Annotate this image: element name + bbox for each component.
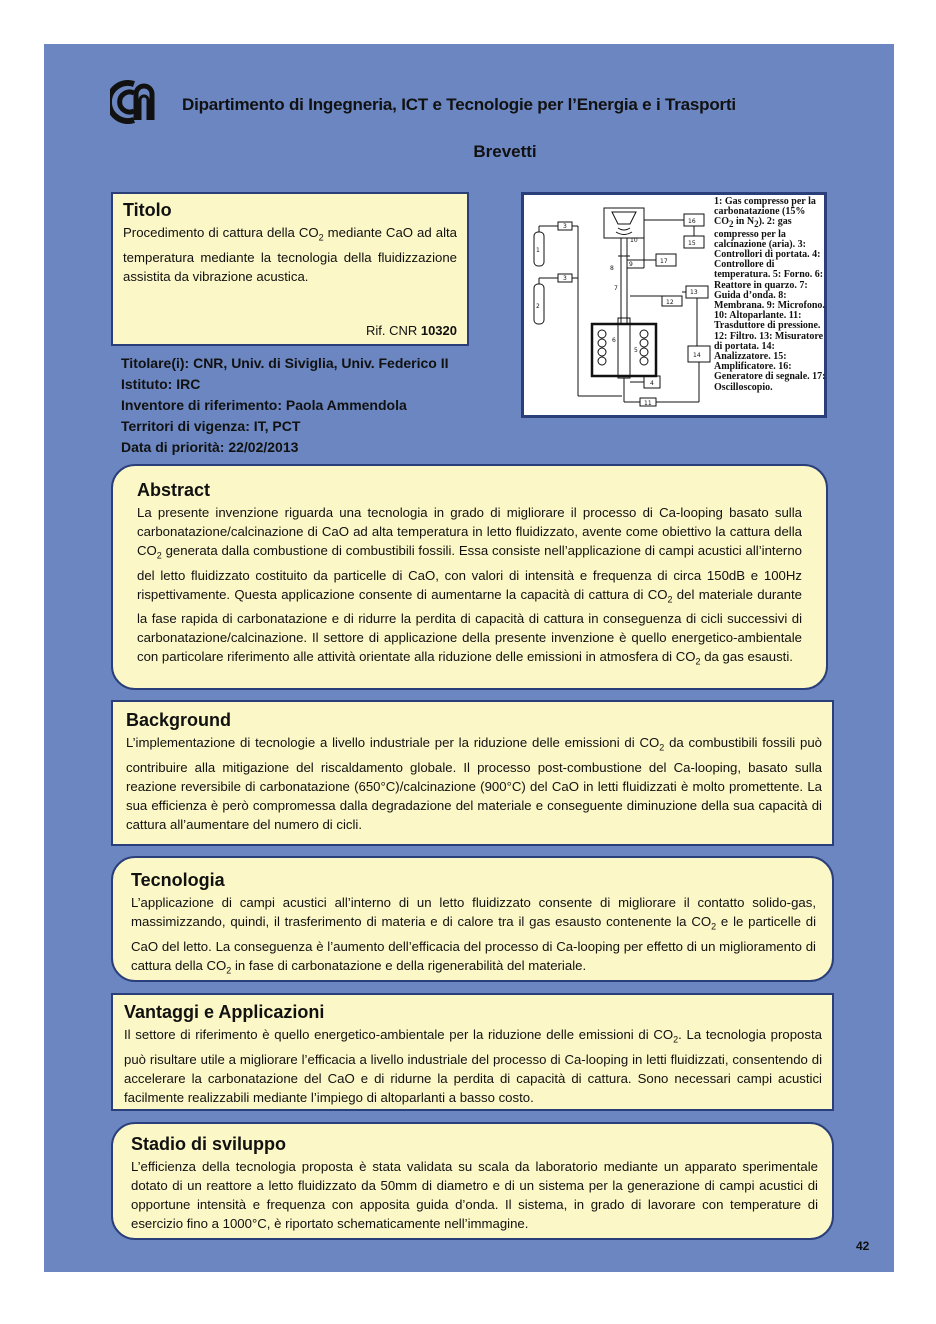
stadio-box (111, 1122, 834, 1240)
meta-institute: Istituto: IRC (121, 376, 201, 392)
svg-text:15: 15 (688, 240, 696, 247)
svg-text:11: 11 (644, 400, 652, 407)
department-title: Dipartimento di Ingegneria, ICT e Tecnologie per l’Energia e i Trasporti (182, 95, 736, 114)
title-text: Procedimento di cattura della $CO_2$ mediante CaO ad alta temperatura mediante la tecnologia della fluidizzazione assistita da vibrazione acustica. (123, 225, 457, 284)
tecnologia-box (111, 856, 834, 982)
svg-text:12: 12 (666, 299, 674, 306)
svg-text:17: 17 (660, 258, 668, 265)
svg-text:6: 6 (612, 337, 616, 344)
section-title: Brevetti (473, 142, 537, 161)
abstract-text: La presente invenzione riguarda una tecnologia in grado di migliorare il processo di Ca-looping basato sulla carbonatazione/calcinazione di CaO ad alta temperatura in letto fluidizzato, avente come obiettivo la cattura della $CO_2$ generata dalla combustione di combustibili fossili. Essa consiste nell’applicazione di campi acustici all’interno del letto fluidizzato costituito da particelle di CaO, con valori di intensità e frequenza di circa 150dB e 100Hz rispettivamente. Questa applicazione consente di aumentarne la capacità di cattura di $CO_2$ del materiale durante la fase rapida di carbonatazione e di ridurre la perdita di capacità di cattura in conseguenza di cicli successivi di carbonatazione/calcinazione. Il settore di applicazione della presente invenzione è quello energetico-ambientale con particolare riferimento alle attività orientate alla riduzione delle emissioni in atmosfera di $CO_2$ da gas esausti. (137, 505, 802, 667)
stadio-heading: Stadio di sviluppo (131, 1134, 287, 1154)
background-text: L’implementazione di tecnologie a livello industriale per la riduzione delle emissioni di $CO_2$ da combustibili fossili può contribuire alla mitigazione del riscaldamento globale. Il processo post-combustione del Ca-looping, basato sulla reazione reversibile di carbonatazione (650°C)/calcinazione (900°C) del CaO in letti fluidizzati è molto promettente. La sua efficienza è però compromessa dalla degradazione del materiale e conseguente diminuzione della sua capacità di cattura all’aumentare del numero di cicli. (126, 735, 822, 832)
svg-text:1: 1 (536, 247, 540, 254)
meta-territories: Territori di vigenza: IT, PCT (121, 418, 301, 434)
meta-priority-date: Data di priorità: 22/02/2013 (121, 439, 299, 455)
page-number: 42 (856, 1239, 870, 1253)
furnace (592, 324, 656, 376)
apparatus-diagram (521, 192, 827, 418)
diagram-legend: 1: Gas compresso per la carbonatazione (15% $CO_2$ in $N_2$). 2: gas compresso per la calcinazione (aria). 3: Controllori di portata. 4: Controllore di temperatura. 5: Forno. 6: Reattore in quarzo. 7: Guida d’onda. 8: Membrana. 9: Microfono. 10: Altoparlante. 11: Trasduttore di pressione. 12: Filtro. 13: Misuratore di portata. 14: Analizzatore. 15: Amplificatore. 16: Generatore di segnale. 17: Oscilloscopio. (714, 196, 826, 393)
cnr-logo-icon (110, 80, 162, 124)
quartz-reactor (618, 318, 630, 378)
apparatus-schematic (526, 196, 716, 416)
vantaggi-text: Il settore di riferimento è quello energetico-ambientale per la riduzione delle emissioni di $CO_2$. La tecnologia proposta può risultare utile a migliorare l’efficacia a livello industriale del processo di Ca-looping in letti fluidizzati, consentendo di accelerare la carbonatazione del CaO e di ridurne la perdita di capacità di cattura. Sono necessari campi acustici facilmente realizzabili mediante l’impiego di altoparlanti a basso costo. (124, 1027, 822, 1105)
vantaggi-heading: Vantaggi e Applicazioni (124, 1002, 325, 1022)
svg-text:3: 3 (563, 223, 567, 230)
svg-text:5: 5 (634, 347, 638, 354)
title-heading: Titolo (123, 200, 172, 220)
abstract-heading: Abstract (137, 480, 211, 500)
diagram-labels (536, 218, 701, 407)
poster-page (44, 44, 894, 1272)
svg-text:7: 7 (614, 285, 618, 292)
abstract-box (111, 464, 828, 690)
vantaggi-box (111, 993, 834, 1111)
svg-text:13: 13 (690, 289, 698, 296)
patent-meta (121, 353, 449, 458)
background-heading: Background (126, 710, 232, 730)
svg-text:3: 3 (563, 275, 567, 282)
title-box (111, 192, 469, 346)
svg-text:14: 14 (693, 352, 701, 359)
stadio-text: L’efficienza della tecnologia proposta è stata validata su scala da laboratorio mediante un apparato sperimentale dotato di un reattore a letto fluidizzato da 50mm di diametro e di un sistema per la generazione di campi acustici di opportune intensità e frequenza con apposita guida d’onda. Il sistema, in grado di lavorare con temperature di esercizio fino a 1000°C, è riportato schematicamente nell’immagine. (131, 1159, 818, 1231)
tecnologia-text: L’applicazione di campi acustici all’interno di un letto fluidizzato consente di migliorare il contatto solido-gas, massimizzando, quindi, il trasferimento di materia e di calore tra il gas esausto contenente la $CO_2$ e le particelle di CaO del letto. La conseguenza è l’aumento dell’efficacia del processo di Ca-looping per effetto di un miglioramento di cattura della $CO_2$ in fase di carbonatazione e della rigenerabilità del materiale. (131, 895, 816, 976)
meta-inventor: Inventore di riferimento: Paola Ammendola (121, 397, 407, 413)
svg-text:10: 10 (630, 237, 638, 244)
svg-text:4: 4 (650, 380, 654, 387)
svg-text:8: 8 (610, 265, 614, 272)
svg-text:16: 16 (688, 218, 696, 225)
meta-holders: Titolare(i): CNR, Univ. di Siviglia, Univ. Federico II (121, 355, 449, 371)
svg-text:9: 9 (629, 261, 633, 268)
background-box (111, 700, 834, 846)
title-reference: Rif. CNR 10320 (365, 323, 457, 338)
tecnologia-heading: Tecnologia (131, 870, 225, 890)
heating-coils (598, 330, 648, 365)
svg-text:2: 2 (536, 303, 540, 310)
